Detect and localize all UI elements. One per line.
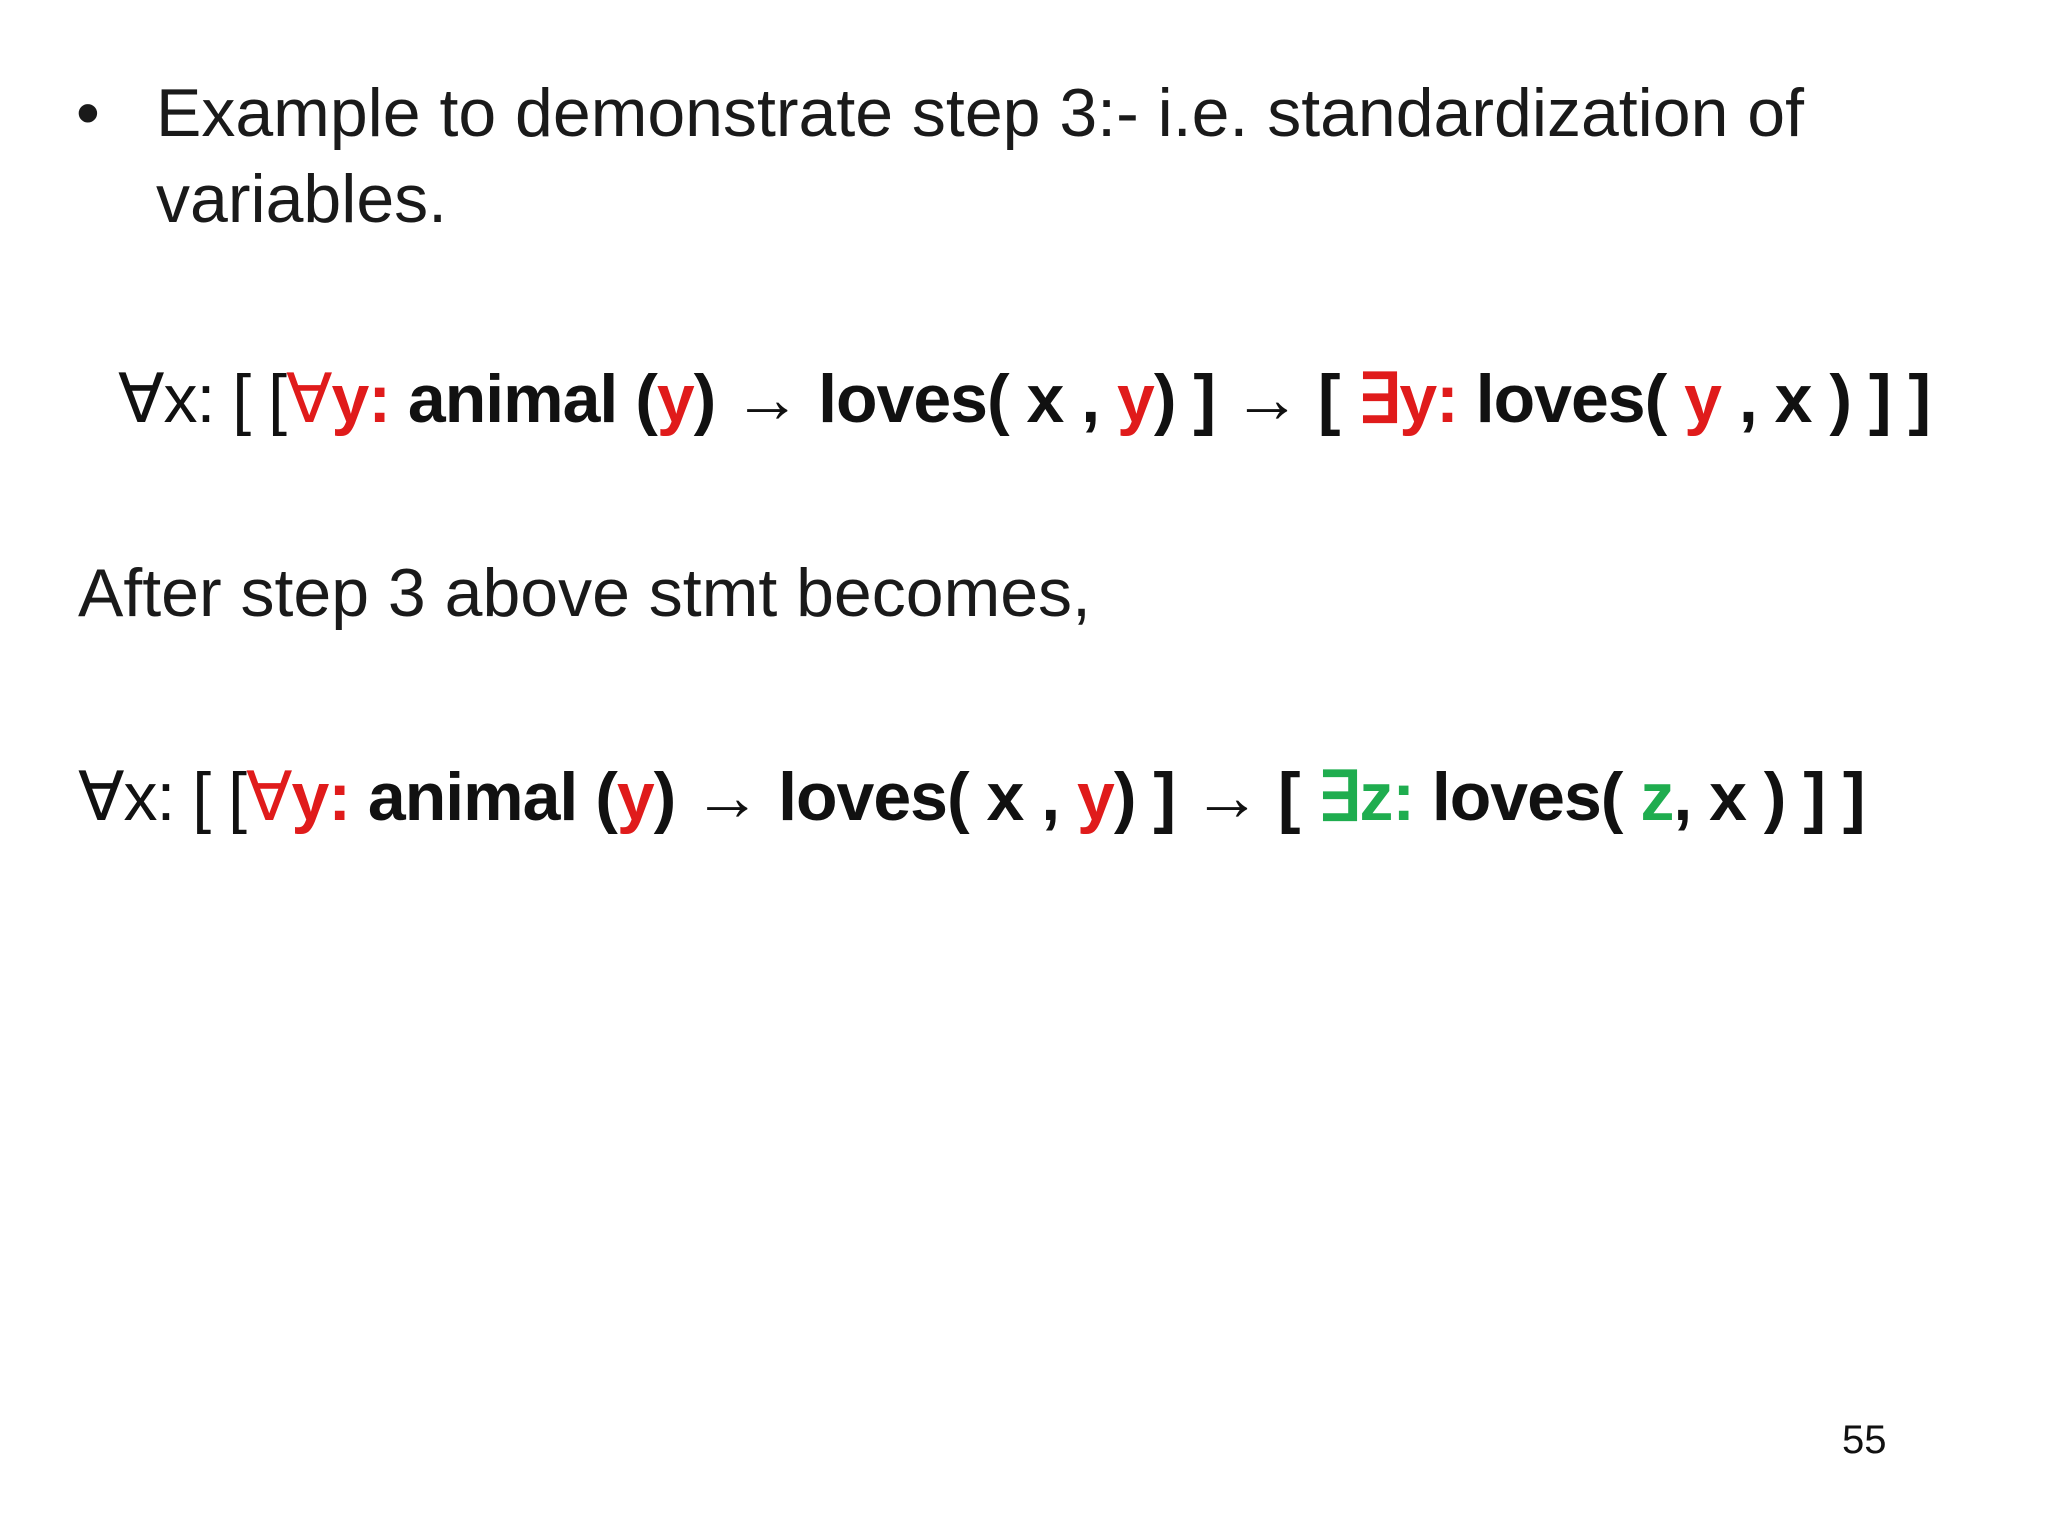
standardized-formula bbox=[78, 758, 1865, 837]
formula-text: loves( bbox=[1457, 361, 1685, 437]
formula-text: ) bbox=[693, 361, 734, 437]
variable: y bbox=[656, 361, 694, 437]
after-step-text: After step 3 above stmt becomes, bbox=[78, 555, 1091, 631]
quantified-variable: y: bbox=[331, 361, 390, 437]
original-formula bbox=[118, 360, 1930, 439]
formula-text: animal ( bbox=[349, 759, 617, 835]
bullet-text: Example to demonstrate step 3:- i.e. standardization of variables. bbox=[156, 75, 1805, 237]
formula-text: , x ) ] ] bbox=[1720, 361, 1931, 437]
forall-symbol: ∀ bbox=[285, 361, 332, 437]
formula-text: ) bbox=[653, 759, 694, 835]
formula-prefix: ∀x: [ [ bbox=[118, 361, 286, 437]
variable: y bbox=[1684, 361, 1721, 437]
forall-symbol: ∀ bbox=[245, 759, 292, 835]
quantified-variable: y: bbox=[291, 759, 350, 835]
formula-text: , x ) ] ] bbox=[1673, 759, 1865, 835]
formula-text: animal ( bbox=[389, 361, 657, 437]
page-number: 55 bbox=[1842, 1418, 1887, 1462]
formula-text: [ bbox=[1299, 361, 1358, 437]
variable: y bbox=[616, 759, 654, 835]
variable: y bbox=[1117, 361, 1154, 437]
implies-arrow: → bbox=[1192, 759, 1260, 835]
formula-text: [ bbox=[1259, 759, 1318, 835]
implies-arrow: → bbox=[693, 759, 761, 835]
formula-text: loves( bbox=[1413, 759, 1641, 835]
renamed-exists-quantifier: ∃z: bbox=[1317, 759, 1414, 835]
formula-prefix: ∀x: [ [ bbox=[78, 759, 246, 835]
formula-text: loves( x , bbox=[760, 759, 1078, 835]
implies-arrow: → bbox=[733, 361, 801, 437]
exists-quantifier: ∃y: bbox=[1357, 361, 1458, 437]
renamed-variable: z bbox=[1640, 759, 1674, 835]
bullet-marker: • bbox=[76, 75, 100, 151]
formula-text: ) ] bbox=[1153, 361, 1233, 437]
variable: y bbox=[1077, 759, 1114, 835]
implies-arrow: → bbox=[1232, 361, 1300, 437]
formula-text: ) ] bbox=[1113, 759, 1193, 835]
formula-text: loves( x , bbox=[800, 361, 1118, 437]
